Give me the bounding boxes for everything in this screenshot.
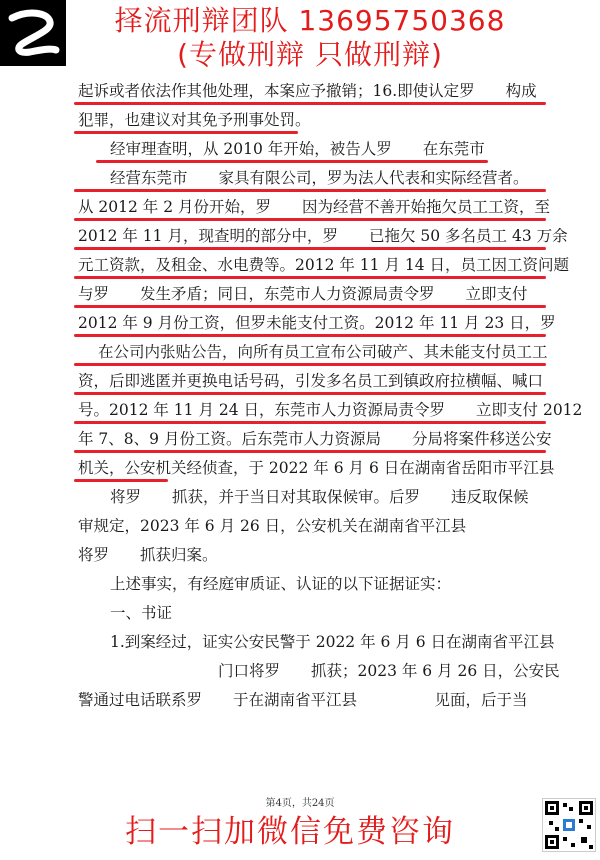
highlight-underline (74, 450, 546, 453)
text-line: 号。2012 年 11 月 24 日，东莞市人力资源局责令罗 立即支付 2012 (78, 397, 548, 426)
page-number: 第4页，共24页 (265, 798, 335, 809)
text-line: 2012 年 9 月份工资，但罗未能支付工资。2012 年 11 月 23 日，罗 (78, 310, 548, 339)
text-line: 资，后即逃匿并更换电话号码，引发多名员工到镇政府拉横幅、喊口 (78, 368, 548, 397)
logo-swirl-icon (0, 0, 66, 66)
team-logo (0, 0, 66, 66)
wechat-qr-code[interactable] (542, 798, 596, 852)
highlight-underline (74, 189, 546, 192)
text-line: 上述事实，有经庭审质证、认证的以下证据证实： (110, 575, 452, 593)
highlight-underline (74, 421, 546, 424)
wechat-cta: 扫一扫加微信免费咨询 (125, 814, 455, 850)
text-line: 与罗 发生矛盾；同日，东莞市人力资源局责令罗 立即支付 (78, 281, 548, 310)
highlight-underline (74, 276, 546, 279)
text-line: 机关，公安机关经侦查，于 2022 年 6 月 6 日在湖南省岳阳市平江县 (78, 455, 548, 484)
text-line: 在公司内张贴公告，向所有员工宣布公司破产、其未能支付员工工 (78, 339, 548, 368)
text-line: 经营东莞市 家具有限公司，罗为法人代表和实际经营者。 (78, 165, 548, 194)
highlight-underline (96, 160, 488, 163)
text-line: 一、书证 (110, 604, 173, 622)
text-line: 门口将罗 抓获；2023 年 6 月 26 日，公安民 (218, 662, 560, 680)
judgment-body (78, 78, 583, 716)
text-line: 1.到案经过，证实公安民警于 2022 年 6 月 6 日在湖南省平江县 (110, 633, 555, 651)
text-line: 将罗 抓获，并于当日对其取保候审。后罗 违反取保候 (110, 488, 529, 506)
qr-code-icon (543, 799, 595, 851)
highlight-underline (74, 305, 546, 308)
highlight-underline (74, 131, 298, 134)
highlight-underline (74, 392, 546, 395)
text-line: 将罗 抓获归案。 (78, 546, 218, 564)
text-line: 年 7、8、9 月份工资。后东莞市人力资源局 分局将案件移送公安 (78, 426, 548, 455)
highlight-underline (74, 334, 546, 337)
text-line: 经审理查明，从 2010 年开始，被告人罗 在东莞市 (78, 136, 548, 165)
banner-subtitle: (专做刑辩 只做刑辩) (177, 38, 443, 71)
highlight-underline (74, 479, 168, 482)
text-line: 元工资款，及租金、水电费等。2012 年 11 月 14 日，员工因工资问题 (78, 252, 548, 281)
highlight-underline (74, 102, 546, 105)
text-line: 犯罪，也建议对其免予刑事处罚。 (78, 107, 548, 136)
highlight-underline (74, 363, 546, 366)
contact-banner (70, 4, 550, 72)
text-line: 2012 年 11 月，现查明的部分中，罗 已拖欠 50 多名员工 43 万余 (78, 223, 548, 252)
text-line: 从 2012 年 2 月份开始，罗 因为经营不善开始拖欠员工工资，至 (78, 194, 548, 223)
highlight-underline (74, 218, 546, 221)
text-line: 审规定，2023 年 6 月 26 日，公安机关在湖南省平江县 (78, 517, 467, 535)
text-line: 警通过电话联系罗 于在湖南省平江县 见面，后于当 (78, 691, 528, 709)
text-line: 起诉或者依法作其他处理，本案应予撤销；16.即使认定罗 构成 (78, 78, 548, 107)
banner-title: 择流刑辩团队 13695750368 (114, 4, 506, 37)
highlight-underline (74, 247, 546, 250)
